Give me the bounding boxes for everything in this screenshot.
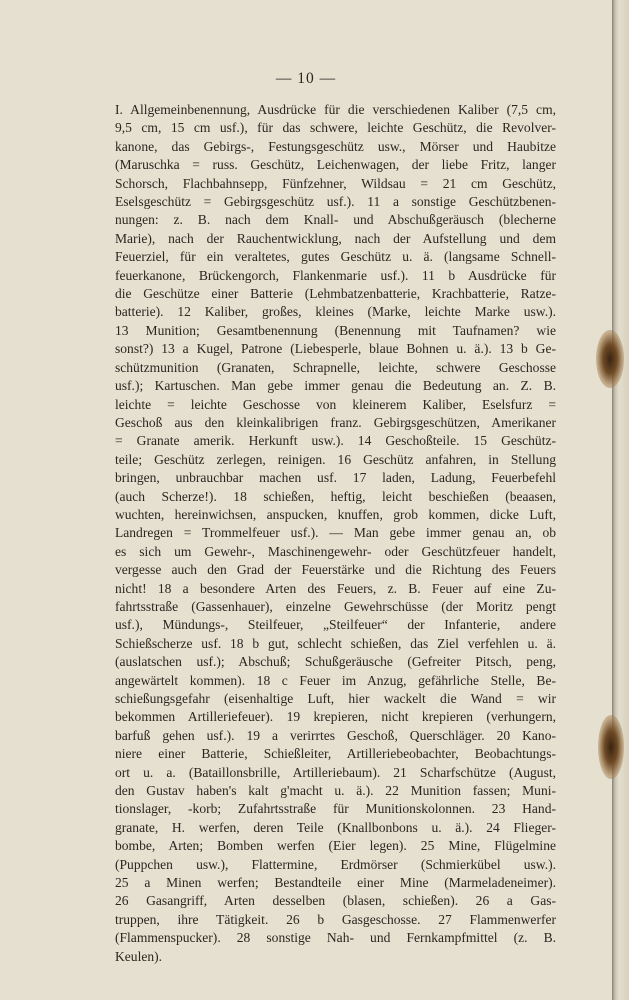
text-line: (auch Scherze!). 18 schießen, heftig, leicht beschießen (beaasen, [115,488,556,504]
text-line: niere einer Batterie, Schießleiter, Artilleriebeobachter, Beobachtungs- [115,746,556,762]
text-line: schützmunition (Granaten, Schrapnelle, leichte, schwere Geschosse [115,359,556,375]
body-text [115,101,556,966]
text-line: bombe, Arten; Bomben werfen (Eier legen). 25 Mine, Flügelmine [115,838,556,854]
page-number: — 10 — [275,70,337,87]
text-line: usf.); Kartuschen. Man gebe immer genau die Bedeutung an. Z. B. [115,378,556,394]
text-line: feuerkanone, Brückengorch, Flankenmarie usf.). 11 b Ausdrücke für [115,267,556,283]
text-line: barfuß gehen usf.). 19 a verirrtes Geschoß, Querschläger. 20 Kano- [115,727,556,743]
text-line: (Puppchen usw.), Flattermine, Erdmörser (Schmierkübel usw.). [115,856,556,872]
text-line: nungen: z. B. nach dem Knall- und Abschußgeräusch (blecherne [115,212,556,228]
text-line: truppen, ihre Tätigkeit. 26 b Gasgeschosse. 27 Flammenwerfer [115,911,556,927]
text-line: Schießscherze usf. 18 b gut, schlecht schießen, das Ziel verfehlen u. ä. [115,635,556,651]
text-line: Eselsgeschütz = Gebirgsgeschütz usf.). 11 a sonstige Geschützbenen- [115,194,556,210]
text-line: sonst?) 13 a Kugel, Patrone (Liebesperle, blaue Bohnen u. ä.). 13 b Ge- [115,341,556,357]
text-line: bringen, unbrauchbar machen usf. 17 laden, Ladung, Feuerbefehl [115,470,556,486]
text-line: leichte = leichte Geschosse von kleinerem Kaliber, Eselsfurz = [115,396,556,412]
text-line: wuchten, hereinwichsen, anspucken, knuffen, grob kommen, dicke Luft, [115,506,556,522]
text-line: (Maruschka = russ. Geschütz, Leichenwagen, der liebe Fritz, langer [115,157,556,173]
text-line: (Flammenspucker). 28 sonstige Nah- und Fernkampfmittel (z. B. [115,930,556,946]
text-line: 13 Munition; Gesamtbenennung (Benennung mit Taufnamen? wie [115,322,556,338]
text-line: = Granate amerik. Herkunft usw.). 14 Geschoßteile. 15 Geschütz- [115,433,556,449]
text-line: Keulen). [115,948,163,964]
text-line: Schorsch, Flachbahnsepp, Fünfzehner, Wildsau = 21 cm Geschütz, [115,175,556,191]
book-gutter [612,0,629,1000]
text-line: den Gustav haben's kalt g'macht u. ä.). 22 Munition fassen; Muni- [115,783,556,799]
text-line: kanone, das Gebirgs-, Festungsgeschütz usw., Mörser und Haubitze [115,138,556,154]
text-line: usf.), Mündungs-, Steilfeuer, „Steilfeuer“ der Infanterie, andere [115,617,556,633]
text-line: 25 a Minen werfen; Bestandteile einer Mine (Marmeladeneimer). [115,875,556,891]
text-line: 26 Gasangriff, Arten desselben (blasen, schießen). 26 a Gas- [115,893,556,909]
text-line: granate, H. werfen, deren Teile (Knallbonbons u. ä.). 24 Flieger- [115,819,556,835]
text-line: fahrtsstraße (Gassenhauer), einzelne Gewehrschüsse (der Moritz pengt [115,598,556,614]
text-line: Geschoß aus den kleinkalibrigen franz. Gebirgsgeschützen, Amerikaner [115,414,556,430]
text-line: tionslager, -korb; Zufahrtsstraße für Munitionskolonnen. 23 Hand- [115,801,556,817]
text-line: es sich um Gewehr-, Maschinengewehr- oder Geschützfeuer handelt, [115,543,556,559]
text-line: die Geschütze einer Batterie (Lehmbatzenbatterie, Krachbatterie, Ratze- [115,286,556,302]
text-line: Landregen = Trommelfeuer usf.). — Man gebe immer genau an, ob [115,525,556,541]
text-line: vergesse auch den Grad der Feuerstärke und die Richtung des Feuers [115,562,556,578]
text-line: schießungsgefahr (eisenhaltige Luft, hier wackelt die Wand = wir [115,691,556,706]
text-line: batterie). 12 Kaliber, großes, kleines (Marke, leichte Marke usw.). [115,304,556,320]
text-line: nicht! 18 a besondere Arten des Feuers, z. B. Feuer auf eine Zu- [115,580,556,596]
text-line: 9,5 cm, 15 cm usf.), für das schwere, leichte Geschütz, die Revolver- [115,120,556,136]
text-line: teile; Geschütz zerlegen, reinigen. 16 Geschütz anfahren, in Stellung [115,451,556,467]
text-line: ort u. a. (Bataillonsbrille, Artilleriebaum). 21 Scharfschütze (August, [115,764,556,780]
text-line: (auslatschen usf.); Abschuß; Schußgeräusche (Gefreiter Pitsch, peng, [115,654,556,670]
text-line: Feuerziel, für ein veraltetes, gutes Geschütz u. ä. (langsame Schnell- [115,249,556,265]
text-line: bekommen Artilleriefeuer). 19 krepieren, nicht krepieren (verhungern, [115,709,556,725]
burn-mark [596,330,624,388]
text-line: angewärtelt kommen). 18 c Feuer im Anzug, gefährliche Stelle, Be- [115,672,556,688]
text-line: Marie), nach der Rauchentwicklung, nach der Aufstellung und dem [115,230,556,246]
burn-mark [598,715,624,779]
text-line: I. Allgemeinbenennung, Ausdrücke für die verschiedenen Kaliber (7,5 cm, [115,102,556,117]
